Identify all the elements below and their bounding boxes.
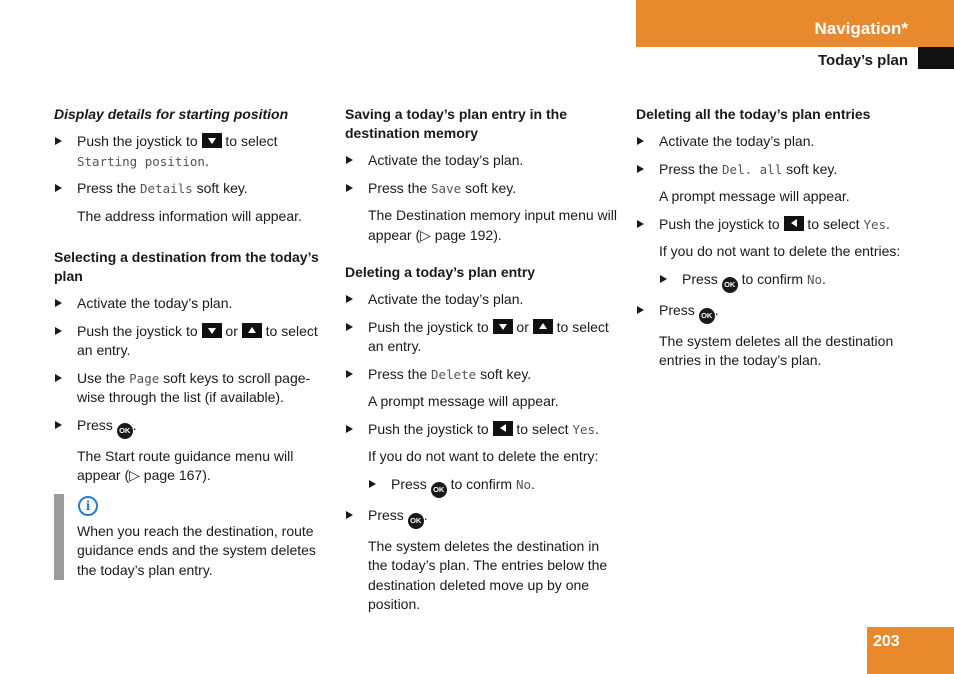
step-item: Press OK .	[54, 416, 329, 439]
note-text: If you do not want to delete the entry:	[368, 448, 599, 464]
step-item: Push the joystick to or to select an entry.	[345, 318, 620, 357]
header-section-tab	[636, 0, 954, 47]
step-item: Push the joystick to to select Yes.	[345, 420, 620, 440]
note-text: The system deletes all the destination entries in the today’s plan.	[659, 332, 894, 368]
step-item: Activate the today’s plan.	[345, 290, 620, 310]
joystick-down-icon	[202, 133, 222, 148]
note-text: If you do not want to delete the entries:	[659, 243, 901, 259]
sub-step-item: Press OK to confirm No.	[368, 475, 620, 498]
ok-button-icon: OK	[408, 513, 424, 529]
header-marker	[918, 47, 954, 69]
note-text: The system deletes the destination in the today’s plan. The entries below the destination deleted move up by one position.	[368, 537, 608, 612]
note-text: A prompt message will appear.	[368, 393, 559, 409]
column-2	[345, 105, 620, 623]
note-text: The Destination memory input menu will appear (▷ page 192).	[368, 207, 617, 243]
note-text: The Start route guidance menu will appear (▷ page 167).	[77, 447, 294, 483]
joystick-down-icon	[493, 319, 513, 334]
joystick-left-icon	[493, 421, 513, 436]
joystick-up-icon	[242, 323, 262, 338]
sub-step-item: Press OK to confirm No.	[659, 270, 911, 293]
step-item: Push the joystick to to select Yes.	[636, 215, 911, 235]
step-item: Press OK .	[636, 301, 911, 324]
step-item: Use the Page soft keys to scroll page-wise through the list (if available).	[54, 369, 329, 408]
info-icon: i	[78, 496, 98, 516]
step-item: Activate the today’s plan.	[345, 151, 620, 171]
heading-display-details: Display details for starting position	[54, 106, 289, 122]
column-1	[54, 105, 329, 580]
step-item: Press OK .	[345, 506, 620, 529]
step-item: Press the Del. all soft key.	[636, 160, 911, 180]
step-item: Push the joystick to to select Starting position.	[54, 132, 329, 171]
ok-button-icon: OK	[722, 277, 738, 293]
heading-saving-entry: Saving a today’s plan entry in the destination memory	[345, 106, 567, 141]
info-note	[54, 496, 329, 580]
info-text: When you reach the destination, route guidance ends and the system deletes the today’s plan entry.	[77, 522, 316, 578]
heading-deleting-all: Deleting all the today’s plan entries	[636, 106, 871, 122]
ok-button-icon: OK	[431, 482, 447, 498]
ok-button-icon: OK	[117, 423, 133, 439]
heading-deleting-entry: Deleting a today’s plan entry	[345, 264, 536, 280]
page-number: 203	[867, 627, 954, 674]
step-item: Activate the today’s plan.	[54, 294, 329, 314]
section-title: Navigation*	[814, 19, 908, 38]
joystick-left-icon	[784, 216, 804, 231]
subsection-title: Today’s plan	[817, 52, 908, 69]
step-item: Press the Details soft key.	[54, 179, 329, 199]
note-text: A prompt message will appear.	[659, 188, 850, 204]
column-3	[636, 105, 911, 379]
step-item: Push the joystick to or to select an entry.	[54, 322, 329, 361]
joystick-down-icon	[202, 323, 222, 338]
step-item: Press the Delete soft key.	[345, 365, 620, 385]
info-bar	[54, 494, 64, 580]
step-item: Press the Save soft key.	[345, 179, 620, 199]
note-text: The address information will appear.	[77, 207, 302, 224]
step-item: Activate the today’s plan.	[636, 132, 911, 152]
ok-button-icon: OK	[699, 308, 715, 324]
heading-selecting-destination: Selecting a destination from the today’s plan	[54, 249, 319, 284]
joystick-up-icon	[533, 319, 553, 334]
